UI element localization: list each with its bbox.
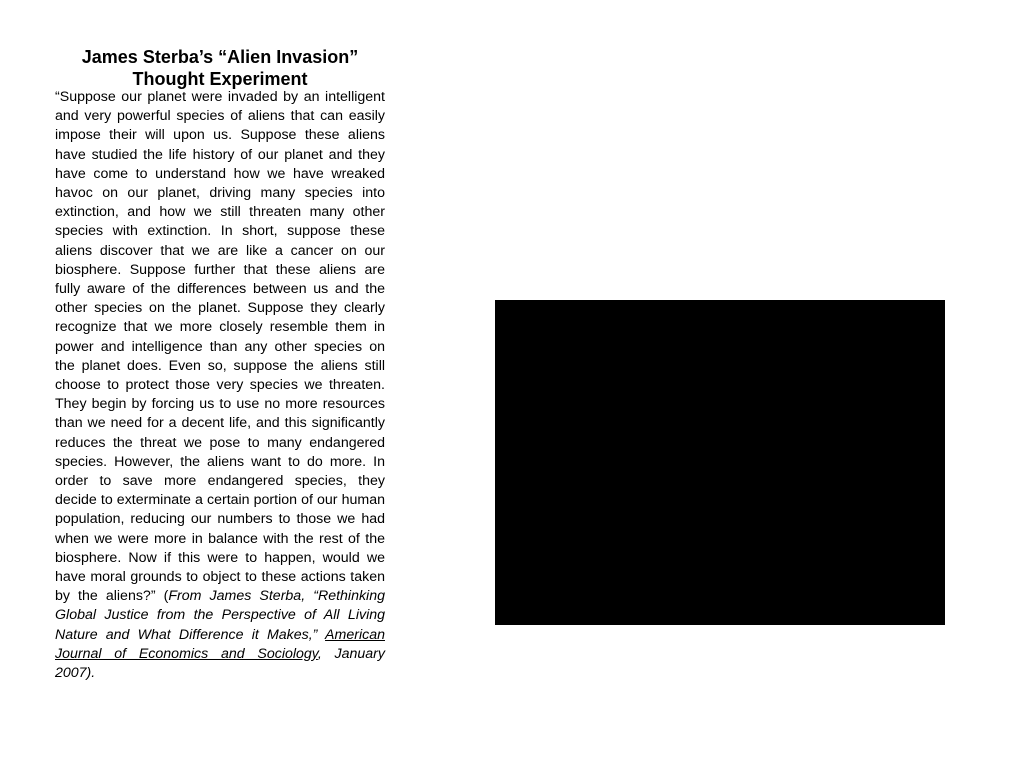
slide-title: James Sterba’s “Alien Invasion” Thought Experiment xyxy=(81,47,359,89)
quote-body: “Suppose our planet were invaded by an intelligent and very powerful species of aliens that can easily impose their will upon us. Suppose these aliens have studied the life history of our planet and they have come to understand how we have wreaked havoc on our planet, driving many species into extinction, and how we still threaten many other species with extinction. In short, suppose these aliens discover that we are like a cancer on our biosphere. Suppose further that these aliens are fully aware of the differences between us and the other species on the planet. Suppose they clearly recognize that we more closely resemble them in power and intelligence than any other species on the planet does. Even so, suppose the aliens still choose to protect those very species we threaten. They begin by forcing us to use no more resources than we need for a decent life, and this significantly reduces the threat we pose to many endangered species. However, the aliens want to do more. In order to save more endangered species, they decide to exterminate a certain portion of our human population, reducing our numbers to those we had when we were more in balance with the rest of the biosphere. Now if this were to happen, would we have moral grounds to object to these actions taken by the aliens?” xyxy=(55,89,385,605)
image-placeholder xyxy=(495,300,945,625)
quote-text xyxy=(55,88,385,683)
citation-journal: American Journal of Economics and Sociology xyxy=(55,626,385,662)
citation-suffix: , January 2007). xyxy=(55,645,385,682)
citation-open-paren: ( xyxy=(163,588,169,605)
citation-prefix: From James Sterba, “Rethinking Global Justice from the Perspective of All Living Nature and What Difference it Makes,” xyxy=(55,588,385,643)
